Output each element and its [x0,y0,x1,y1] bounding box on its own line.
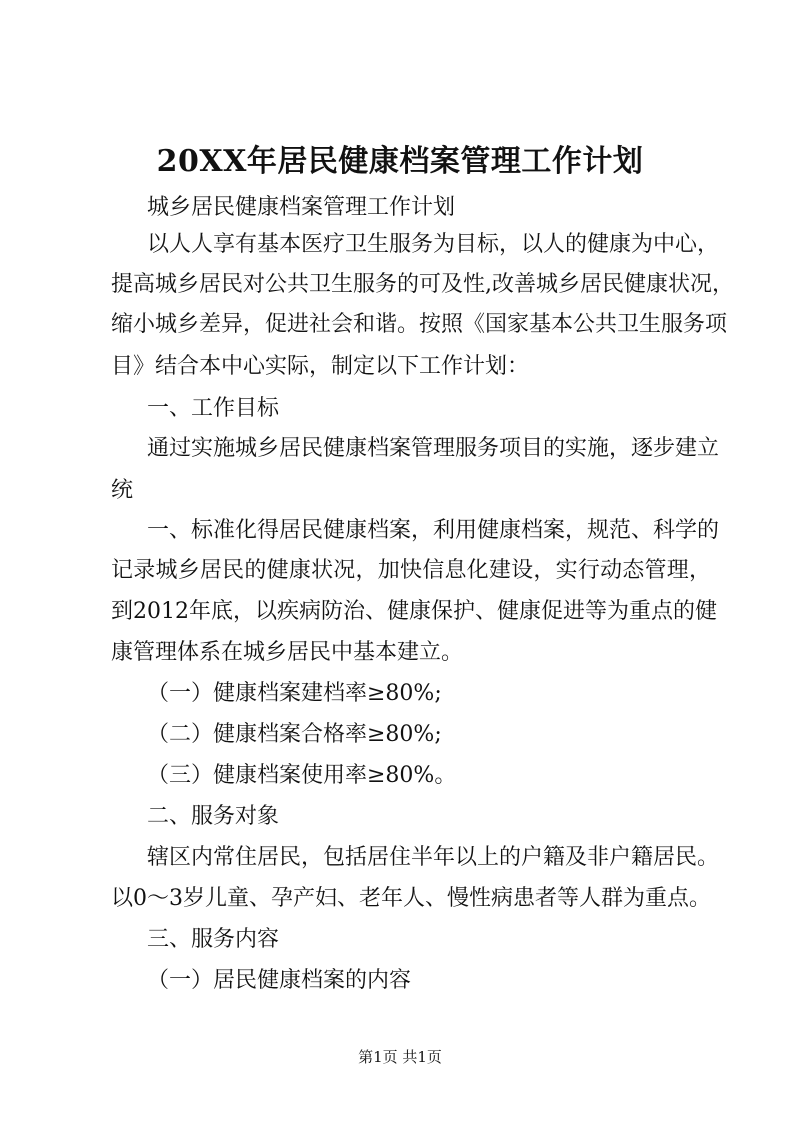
paragraph-line: 统 [111,478,134,503]
page-footer: 第1页 共1页 [358,1048,442,1066]
list-item: （一）居民健康档案的内容 [147,968,412,993]
paragraph-line: 辖区内常住居民，包括居住半年以上的户籍及非户籍居民。 [147,845,720,870]
paragraph-line: 以人人享有基本医疗卫生服务为目标，以人的健康为中心， [147,232,720,257]
list-item: （三）健康档案使用率≥80%。 [147,763,457,788]
subtitle: 城乡居民健康档案管理工作计划 [147,195,456,220]
paragraph-line: 目》结合本中心实际，制定以下工作计划： [111,354,530,379]
section-heading: 一、工作目标 [147,396,280,421]
paragraph-line: 缩小城乡差异，促进社会和谐。按照《国家基本公共卫生服务项 [111,312,728,337]
section-heading: 二、服务对象 [147,804,280,829]
paragraph-line: 提高城乡居民对公共卫生服务的可及性,改善城乡居民健康状况， [111,272,734,297]
paragraph-line: 以0～3岁儿童、孕产妇、老年人、慢性病患者等人群为重点。 [111,886,711,911]
paragraph-line: 通过实施城乡居民健康档案管理服务项目的实施，逐步建立 [147,436,720,461]
paragraph-line: 记录城乡居民的健康状况，加快信息化建设，实行动态管理， [111,558,711,583]
paragraph-line: 康管理体系在城乡居民中基本建立。 [111,640,464,665]
list-item: （二）健康档案合格率≥80%; [147,722,442,747]
section-heading: 三、服务内容 [147,927,280,952]
list-item: （一）健康档案建档率≥80%; [147,681,442,706]
document-title: 20XX年居民健康档案管理工作计划 [156,144,644,179]
paragraph-line: 一、标准化得居民健康档案，利用健康档案，规范、科学的 [147,518,720,543]
paragraph-line: 到2012年底，以疾病防治、健康保护、健康促进等为重点的健 [111,599,717,624]
